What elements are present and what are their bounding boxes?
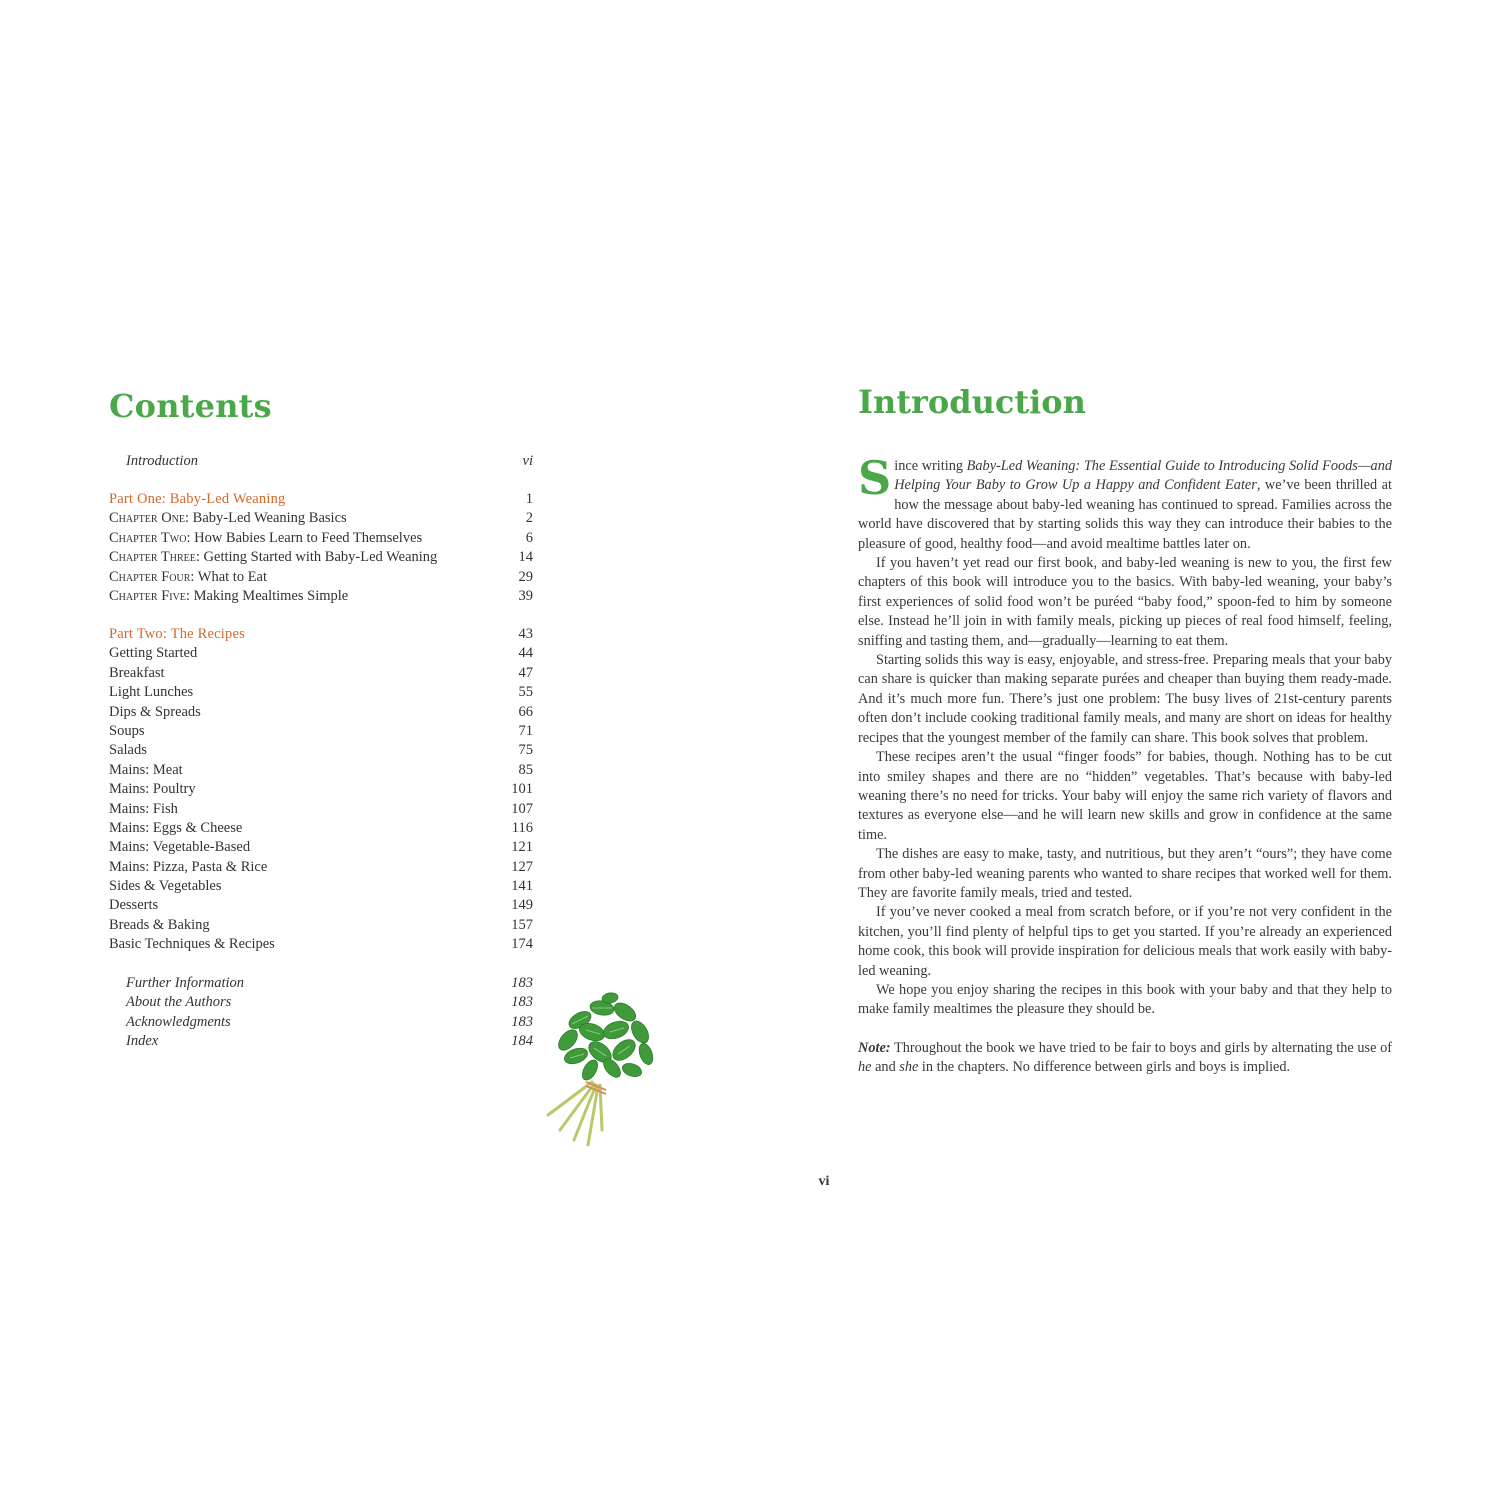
toc-chapter-label (109, 587, 348, 606)
toc-section-label: Mains: Vegetable-Based (109, 839, 251, 856)
toc-section-label: Mains: Meat (109, 761, 183, 778)
chapter-prefix: Chapter Three (109, 549, 196, 566)
intro-paragraph: We hope you enjoy sharing the recipes in this book with your baby and that they help to make family mealtimes the pleasure they should be. (858, 981, 1392, 1018)
part-heading-label: Part One: Baby-Led Weaning (109, 491, 286, 507)
toc-section-page: 157 (511, 916, 533, 933)
intro-text: ince writing (894, 458, 967, 474)
chapter-prefix: Chapter Five (109, 587, 186, 604)
toc-section[interactable] (109, 741, 533, 760)
toc-entry[interactable] (109, 1032, 533, 1051)
toc-entry[interactable] (109, 1013, 533, 1032)
toc-front-matter (109, 452, 533, 471)
toc-entry-label: Acknowledgments (126, 1013, 231, 1030)
toc-section-label: Light Lunches (109, 684, 194, 701)
toc-section[interactable] (109, 838, 533, 857)
note-text: he (858, 1059, 872, 1076)
toc-section-page: 85 (518, 761, 533, 778)
drop-cap: S (858, 451, 892, 505)
note-text: she (899, 1059, 919, 1076)
toc-section[interactable] (109, 935, 533, 954)
toc-chapter-label (109, 548, 437, 567)
chapter-prefix: Chapter Four (109, 568, 191, 585)
toc-section-label: Breakfast (109, 664, 165, 681)
toc-section-page: 71 (518, 722, 533, 739)
toc-section-page: 127 (511, 858, 533, 875)
toc-chapter-page: 39 (518, 587, 533, 604)
toc-entry-page: vi (522, 453, 533, 469)
toc-section-page: 101 (511, 781, 533, 798)
toc-entry-label: Introduction (126, 453, 198, 469)
toc-section[interactable] (109, 780, 533, 799)
toc-section-page: 121 (511, 839, 533, 856)
note-text: and (871, 1059, 900, 1076)
toc-section-page: 75 (518, 742, 533, 759)
toc-section[interactable] (109, 819, 533, 838)
toc-section-page: 44 (518, 645, 533, 662)
toc-section-page: 47 (518, 664, 533, 681)
toc-section[interactable] (109, 916, 533, 935)
toc-section-label: Getting Started (109, 645, 198, 662)
toc-section[interactable] (109, 644, 533, 663)
intro-note (858, 1039, 1392, 1078)
toc-chapter[interactable] (109, 587, 533, 606)
toc-section-page: 107 (511, 800, 533, 817)
intro-paragraph: If you haven’t yet read our first book, and baby-led weaning is new to you, the first few chapters of this book will introduce you to the basics. With baby-led weaning, your baby’s first experiences of solid food won’t be puréed “baby food,” spoon-fed to him by someone else. Instead he’ll join in with family meals, picking up pieces of real food himself, feeling, sniffing and tasting them, and—gradually—learning to eat them. (858, 555, 1392, 649)
toc-section-label: Mains: Poultry (109, 781, 196, 798)
toc-section[interactable] (109, 664, 533, 683)
toc-section-label: Soups (109, 722, 145, 739)
chapter-title: : Baby-Led Weaning Basics (185, 510, 347, 527)
toc-chapter[interactable] (109, 568, 533, 587)
toc-section-page: 116 (511, 819, 533, 836)
intro-paragraph: Starting solids this way is easy, enjoyable, and stress-free. Preparing meals that your baby can share is quicker than making separate purées and cheaper than buying them ready-made. And it’s much more fun. There’s just one problem: The busy lives of 21st-century parents often don’t include cooking traditional family meals, and many are short on ideas for healthy recipes that the youngest member of the family can share. This book solves that problem. (858, 652, 1392, 746)
toc-chapter-label (109, 568, 267, 587)
chapter-title: : What to Eat (190, 568, 268, 585)
toc-chapter-label (109, 509, 347, 528)
introduction-title: Introduction (858, 383, 1086, 421)
toc-section-page: 66 (518, 703, 533, 720)
toc-section-label: Breads & Baking (109, 916, 210, 933)
toc-chapter[interactable] (109, 529, 533, 548)
toc-entry[interactable] (109, 974, 533, 993)
toc-part-two (109, 625, 533, 955)
toc-section[interactable] (109, 761, 533, 780)
part-heading[interactable] (109, 490, 533, 509)
toc-section-page: 141 (511, 878, 533, 895)
toc-entry-page: 183 (511, 1013, 533, 1030)
toc-entry-label: About the Authors (126, 994, 232, 1011)
toc-entry-page: 183 (511, 975, 533, 991)
toc-section[interactable] (109, 800, 533, 819)
note-text: Throughout the book we have tried to be fair to boys and girls by alternating the use of (890, 1039, 1392, 1056)
toc-chapter-page: 14 (518, 549, 533, 566)
chapter-title: : Getting Started with Baby-Led Weaning (195, 549, 438, 566)
toc-chapter-page: 29 (518, 568, 533, 585)
toc-entry-label: Index (126, 1033, 159, 1050)
toc-entry[interactable] (109, 452, 533, 471)
toc-section-label: Salads (109, 742, 147, 759)
chapter-title: : How Babies Learn to Feed Themselves (186, 529, 423, 546)
intro-paragraph (858, 451, 1392, 554)
part-heading-label: Part Two: The Recipes (109, 626, 245, 642)
toc-section-label: Desserts (109, 897, 159, 914)
introduction-body (858, 451, 1392, 1078)
toc-section-label: Mains: Pizza, Pasta & Rice (109, 858, 268, 875)
toc-section-label: Dips & Spreads (109, 703, 201, 720)
intro-text: , we’ve been thrilled at how the message about baby-led weaning has continued to spread. Families across the world have discovered that by starting solids this way they can introduce their babies to the pleasure of good, healthy food—and avoid mealtime battles later on. (858, 477, 1392, 552)
toc-entry-page: 184 (511, 1033, 533, 1050)
intro-paragraph: If you’ve never cooked a meal from scratch before, or if you’re not very confident in the kitchen, you’ll find plenty of helpful tips to get you started. If you’re already an experienced home cook, this book will provide inspiration for delicious meals that work easily with baby-led weaning. (858, 904, 1392, 979)
toc-chapter-page: 2 (525, 510, 533, 527)
toc-section-label: Sides & Vegetables (109, 878, 222, 895)
toc-chapter[interactable] (109, 548, 533, 567)
toc-section[interactable] (109, 877, 533, 896)
note-label: Note: (858, 1039, 891, 1056)
chapter-prefix: Chapter One (109, 510, 185, 527)
part-heading-page: 1 (525, 491, 533, 507)
part-heading[interactable] (109, 625, 533, 644)
note-text: in the chapters. No difference between girls and boys is implied. (918, 1059, 1291, 1076)
toc-chapter-label (109, 529, 422, 548)
part-heading-page: 43 (518, 626, 533, 642)
chapter-title: : Making Mealtimes Simple (185, 587, 349, 604)
toc-section-page: 149 (511, 897, 533, 914)
intro-paragraph: The dishes are easy to make, tasty, and nutritious, but they aren’t “ours”; they have come from other baby-led weaning parents who wanted to share recipes that worked well for them. They are favorite family meals, tried and tested. (858, 846, 1392, 901)
chapter-prefix: Chapter Two (109, 529, 187, 546)
toc-section-label: Mains: Eggs & Cheese (109, 819, 243, 836)
toc-section-label: Basic Techniques & Recipes (109, 936, 275, 953)
toc-chapter-page: 6 (525, 529, 533, 546)
toc-section[interactable] (109, 858, 533, 877)
toc-section-page: 55 (518, 684, 533, 701)
contents-title: Contents (109, 387, 272, 425)
toc-section[interactable] (109, 722, 533, 741)
toc-section[interactable] (109, 683, 533, 702)
toc-chapter[interactable] (109, 509, 533, 528)
toc-section-label: Mains: Fish (109, 800, 178, 817)
intro-paragraph: These recipes aren’t the usual “finger foods” for babies, though. Nothing has to be cut into smiley shapes and there are no “hidden” vegetables. That’s because with baby-led weaning there’s no need for tricks. Your baby will enjoy the same rich variety of flavors and textures as everyone else—and he will learn new skills and grow in confidence at the same time. (858, 749, 1392, 843)
toc-entry-page: 183 (511, 994, 533, 1011)
toc-section[interactable] (109, 703, 533, 722)
page-number: vi (818, 1174, 830, 1189)
toc-entry-label: Further Information (126, 975, 245, 991)
book-title: Baby-Led Weaning: The Essential Guide to Introducing Solid Foods—and Helping Your Baby to Grow Up a Happy and Confident Eater (894, 458, 1392, 494)
toc-back-matter (109, 974, 533, 1052)
toc-part-one (109, 490, 533, 606)
toc-entry[interactable] (109, 993, 533, 1012)
herb-bunch-icon (540, 990, 670, 1150)
toc-section[interactable] (109, 896, 533, 915)
toc-section-page: 174 (511, 936, 533, 953)
